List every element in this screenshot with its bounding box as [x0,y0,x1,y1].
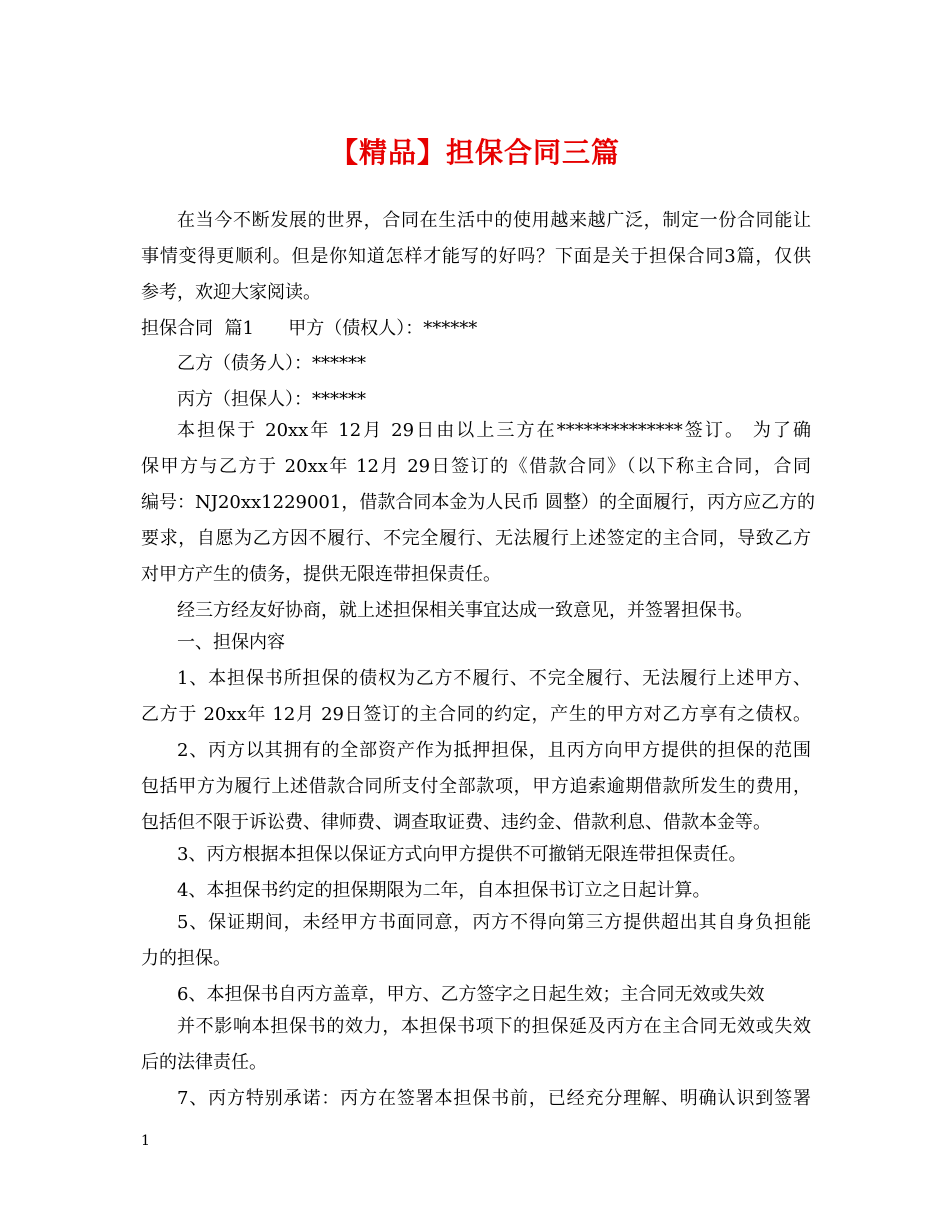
text-line: 在当今不断发展的世界，合同在生活中的使用越来越广泛，制定一份合同能让 [177,210,811,231]
text-line: 7、丙方特别承诺：丙方在签署本担保书前，已经充分理解、明确认识到签署 [177,1088,811,1109]
text-line: 事情变得更顺利。但是你知道怎样才能写的好吗？下面是关于担保合同3篇，仅供 [141,246,811,267]
text-line: 3、丙方根据本担保以保证方式向甲方提供不可撤销无限连带担保责任。 [177,844,747,865]
text-line: 力的担保。 [141,948,231,969]
text-line: 参考，欢迎大家阅读。 [141,282,321,303]
text-line: 编号：NJ20xx1229001，借款合同本金为人民币 圆整）的全面履行，丙方应乙方的 [141,492,816,513]
text-line: 担保合同 篇1 甲方（债权人）：****** [141,318,478,339]
text-line: 1、本担保书所担保的债权为乙方不履行、不完全履行、无法履行上述甲方、 [177,668,811,689]
text-line: 经三方经友好协商，就上述担保相关事宜达成一致意见，并签署担保书。 [177,600,753,621]
text-line: 并不影响本担保书的效力，本担保书项下的担保延及丙方在主合同无效或失效 [177,1016,811,1037]
text-line: 丙方（担保人）：****** [177,389,366,410]
text-line: 要求，自愿为乙方因不履行、不完全履行、无法履行上述签定的主合同，导致乙方 [141,528,811,549]
text-line: 包括但不限于诉讼费、律师费、调查取证费、违约金、借款利息、借款本金等。 [141,812,771,833]
text-line: 本担保于 20xx年 12月 29日由以上三方在**************签订。 为了确 [177,420,811,441]
text-line: 对甲方产生的债务，提供无限连带担保责任。 [141,564,501,585]
text-line: 保甲方与乙方于 20xx年 12月 29日签订的《借款合同》（以下称主合同，合同 [141,456,811,477]
text-line: 包括甲方为履行上述借款合同所支付全部款项，甲方追索逾期借款所发生的费用， [141,776,811,797]
text-line: 一、担保内容 [177,632,285,653]
text-line: 5、保证期间，未经甲方书面同意，丙方不得向第三方提供超出其自身负担能 [177,912,811,933]
text-line: 乙方于 20xx年 12月 29日签订的主合同的约定，产生的甲方对乙方享有之债权。 [141,704,811,725]
document-title: 【精品】担保合同三篇 [329,136,620,169]
text-line: 后的法律责任。 [141,1052,267,1073]
text-line: 4、本担保书约定的担保期限为二年，自本担保书订立之日起计算。 [177,880,711,901]
text-line: 6、本担保书自丙方盖章，甲方、乙方签字之日起生效；主合同无效或失效 [177,984,765,1005]
page-number: 1 [141,1133,150,1149]
text-line: 乙方（债务人）：****** [177,353,366,374]
text-line: 2、丙方以其拥有的全部资产作为抵押担保，且丙方向甲方提供的担保的范围 [177,740,811,761]
